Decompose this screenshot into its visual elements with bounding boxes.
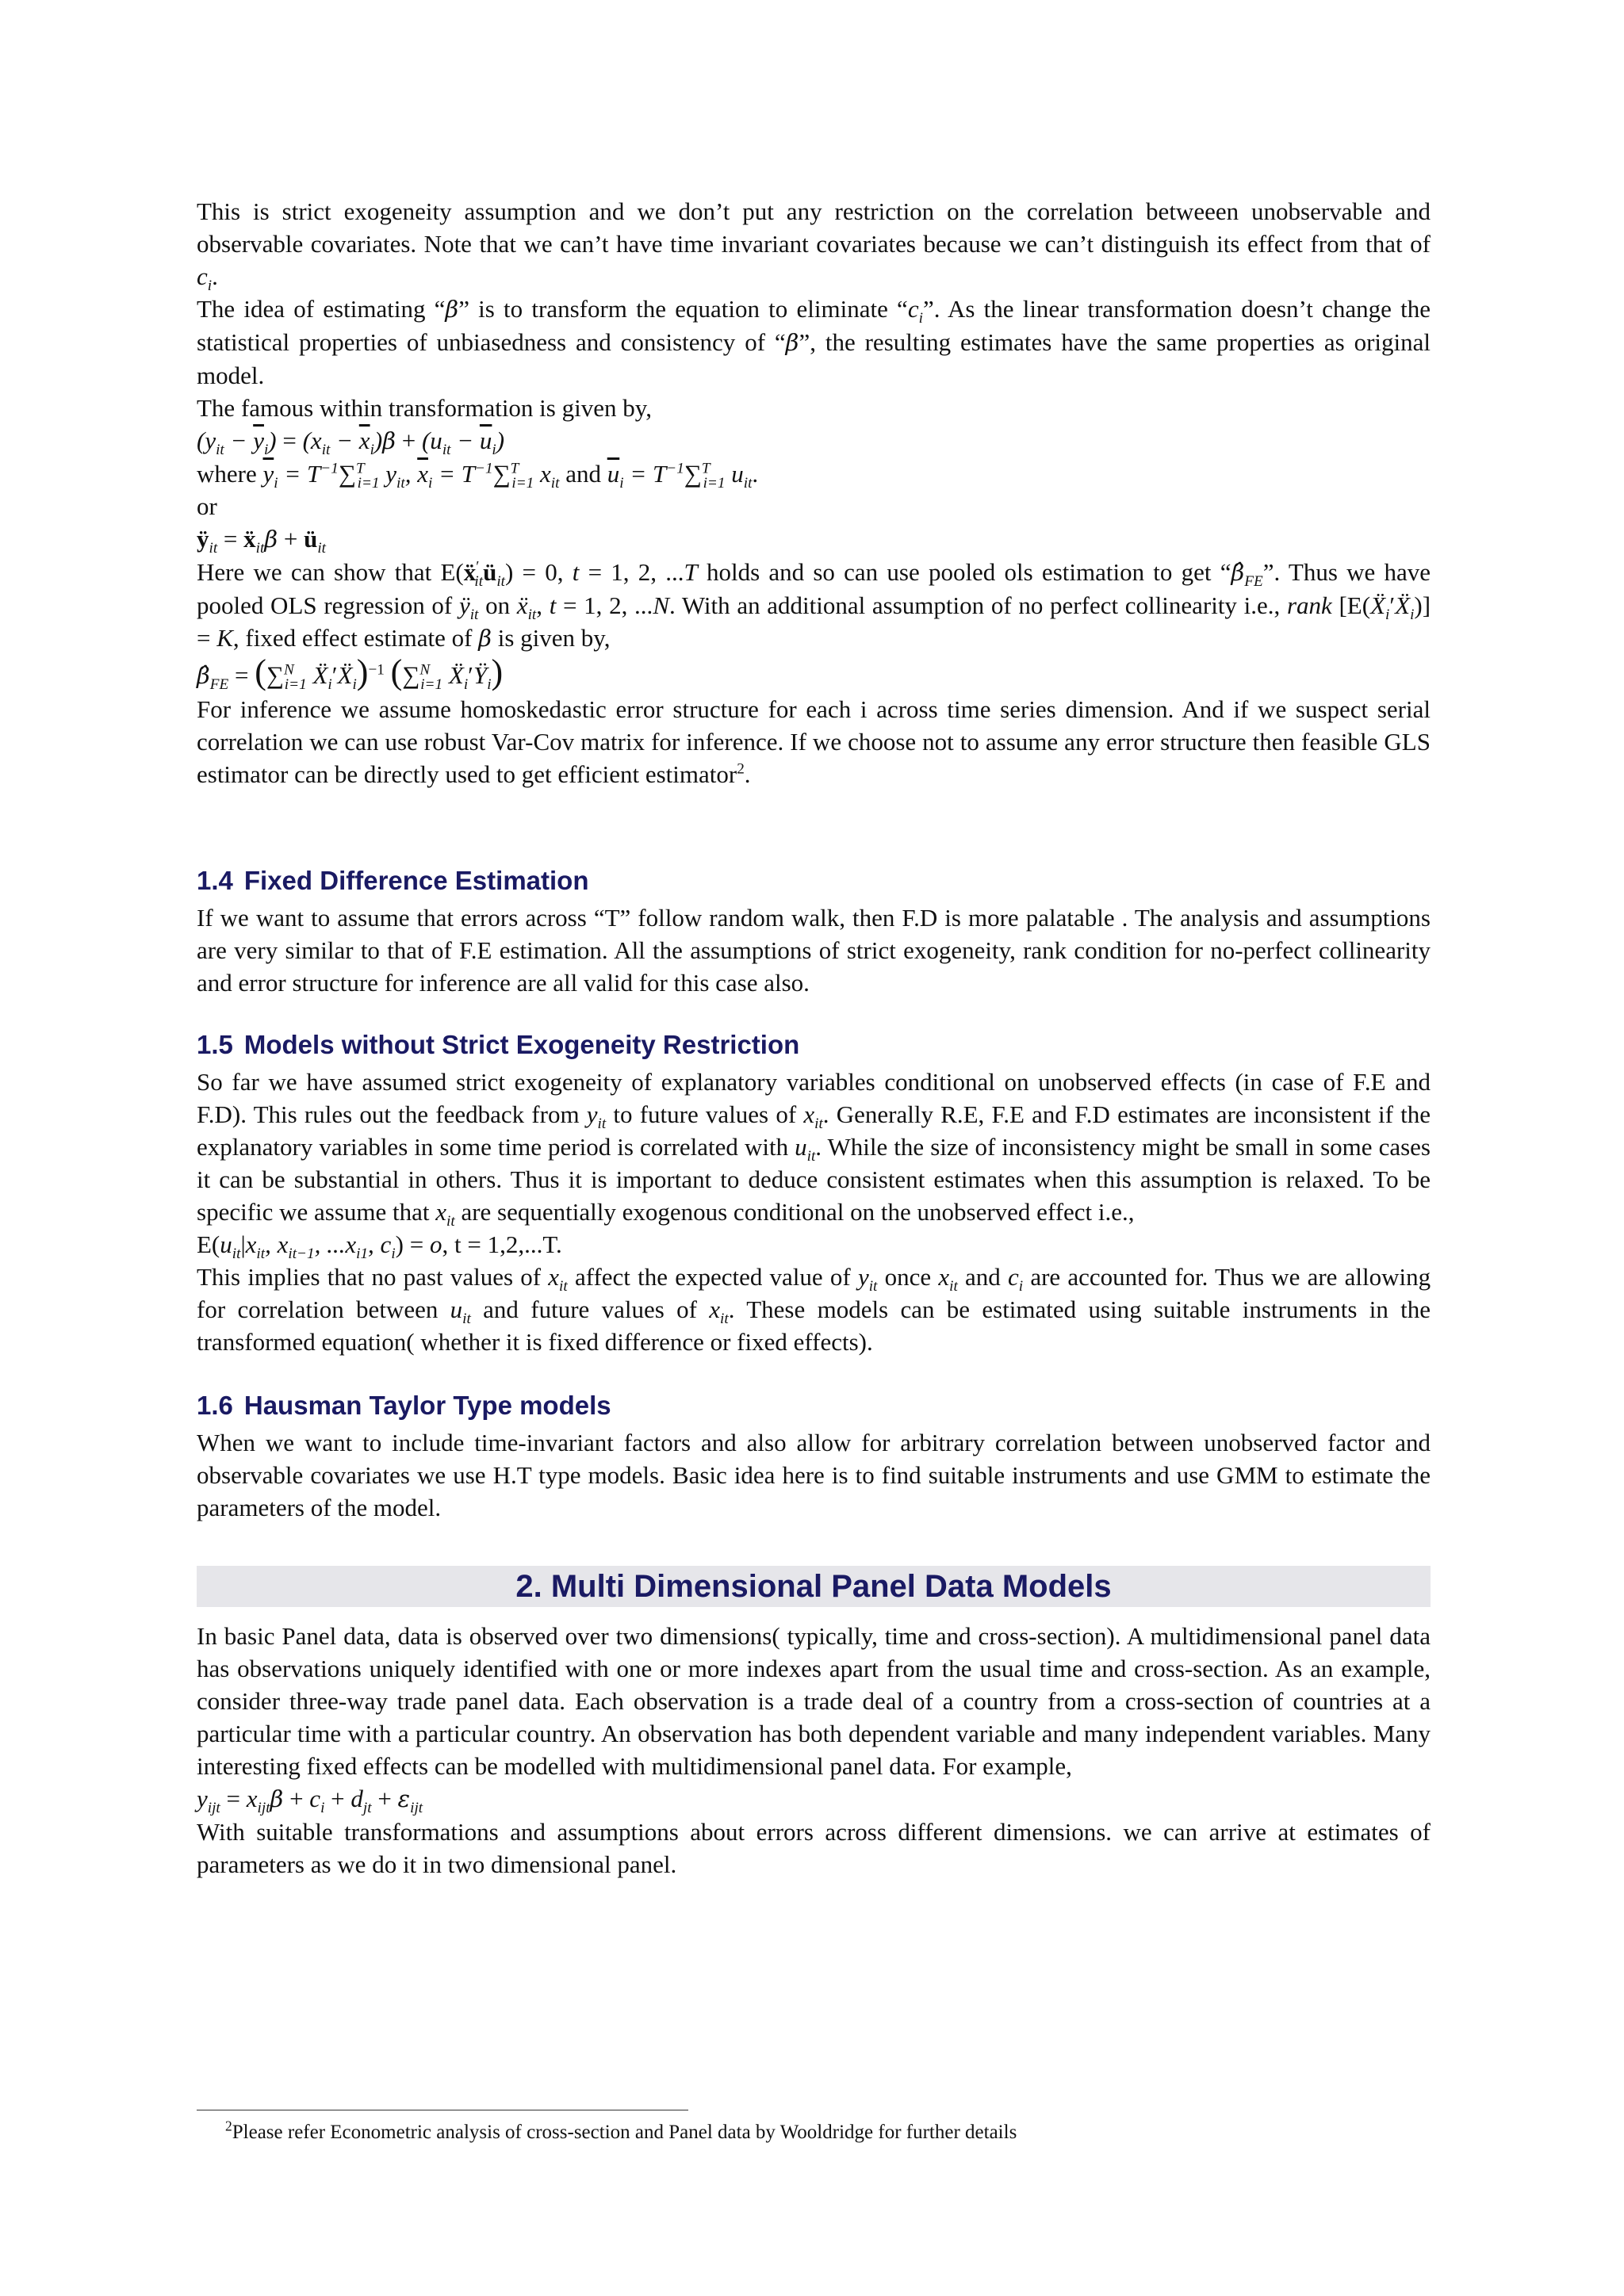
text-span: Here we can show that bbox=[197, 558, 432, 586]
text-span: affect the expected value of bbox=[574, 1263, 851, 1291]
paragraph-hausman-taylor: When we want to include time-invariant factors and also allow for arbitrary correlation between unobserved factor and observable covariates we use H.T type models. Basic idea here is to find suitable instruments and use GMM to estimate the parameters of the model. bbox=[197, 1429, 1431, 1521]
paragraph-estimates: With suitable transformations and assumptions about errors across different dimensions. we can arrive at estimates of parameters as we do it in two dimensional panel. bbox=[197, 1818, 1431, 1878]
text-span: to future values of bbox=[613, 1100, 797, 1128]
text-span: holds and so can use pooled ols estimation to get “ bbox=[706, 558, 1231, 586]
text-span: . With an additional assumption of no perfect collinearity i.e., bbox=[669, 591, 1281, 619]
paragraph-within-transformation: The famous within transformation is given by, bbox=[197, 394, 652, 422]
text-span: ”. As the linear transformation doesn’t change the statistical properties of unbiasedness and consistency of “ bbox=[197, 295, 1431, 356]
paragraph-pooled-ols: Here we can show that $E(ẍ'_{it}ü_{it}) = 0$, t = 1, 2, ...T holds and so can use pooled ols estimation to get “$\betâ_{FE}$”. Thus we have pooled OLS regression of $ÿ_{it}$ on ẍ$_{it}$, t = 1, 2, ...N. With an additional assumption of no perfect collinearity i.e., rank [E(Ẍ$_i$′Ẍ$_i$)] = K, fixed effect estimate of β is given by, bbox=[197, 558, 1431, 652]
text-span: , t = 1,2,...T. bbox=[442, 1230, 562, 1258]
text-span: , fixed effect estimate of bbox=[232, 624, 473, 652]
paragraph-strict-exogeneity: This is strict exogeneity assumption and we don’t put any restriction on the correlation betweeen unobservable and observable covariates. Note that we can’t have time invariant covariates because we can’t distinguish its effect from that of $c_i$. bbox=[197, 197, 1431, 295]
text-span: are accounted for. Thus we are allowing for correlation between bbox=[197, 1263, 1431, 1323]
text-span: once bbox=[884, 1263, 932, 1291]
text-span: This is strict exogeneity assumption and we don’t put any restriction on the correlation betweeen unobservable and observable covariates. Note that we can’t have time invariant covariates because we can’t distinguish its effect from that of bbox=[197, 197, 1431, 258]
text-span: This implies that no past values of bbox=[197, 1263, 542, 1291]
text-span: where bbox=[197, 460, 257, 488]
paragraph-inference: For inference we assume homoskedastic error structure for each i across time series dimension. And if we suspect serial correlation we can use robust Var-Cov matrix for inference. If we choose not to assume any error structure then feasible GLS estimator can be directly used to get efficient estimator$^2$. bbox=[197, 695, 1431, 788]
text-span: ”, the resulting estimates have the same properties as original model. bbox=[197, 328, 1431, 389]
paragraph-fixed-difference: If we want to assume that errors across “T” follow random walk, then F.D is more palatable . The analysis and assumptions are very similar to that of F.E estimation. All the assumptions of strict exogeneity, rank condition for no-perfect collinearity and error structure for inference are all valid for this case also. bbox=[197, 904, 1431, 997]
paragraph-sequential-exogeneity: So far we have assumed strict exogeneity of explanatory variables conditional on unobserved effects (in case of F.E and F.D). This rules out the feedback from $y_{it}$ to future values of $x_{it}$. Generally R.E, F.E and F.D estimates are inconsistent if the explanatory variables in some time period is correlated with $u_{it}$. While the size of inconsistency might be small in some cases it can be substantial in others. Thus it is important to deduce consistent estimates when this assumption is relaxed. To be specific we assume that $x_{it}$ are sequentially exogenous conditional on the unobserved effect i.e., bbox=[197, 1068, 1431, 1230]
text-span: and bbox=[965, 1263, 1001, 1291]
section-title: Hausman Taylor Type models bbox=[243, 1391, 611, 1420]
equation-means: where $\overline{y}_i = T^{-1}\sum^T_{i=1}$ $y_{it}$, $\overline{x}_i = T^{-1}\sum^T_{i=1}$ $x_{it}$ and $\overline{u}_i = T^{-1}\sum^T_{i=1}$ $u_{it}$. bbox=[197, 460, 759, 492]
text-span: So far we have assumed strict exogeneity of explanatory variables conditional on unobserved effects (in case of F.E and F.D). This rules out the feedback from bbox=[197, 1068, 1431, 1128]
chapter-heading-2: 2. Multi Dimensional Panel Data Models bbox=[197, 1566, 1431, 1607]
footnote bbox=[225, 2120, 1017, 2145]
text-span: on bbox=[485, 591, 511, 619]
text-span: ” is to transform the equation to eliminate “ bbox=[458, 295, 908, 323]
equation-three-way: $y_{ijt} = x_{ijt}\beta + c_i + d_{jt} + \varepsilon_{ijt}$ bbox=[197, 1785, 423, 1817]
math-var: c bbox=[197, 262, 208, 290]
section-heading-1-4 bbox=[197, 865, 1431, 897]
text-span: . Generally R.E, F.E and F.D estimates are inconsistent if the explanatory variables in some time period is correlated with bbox=[197, 1100, 1431, 1161]
equation-demeaned: $ÿ_{it}$ = ẍ$_{it}$β + $ü_{it}$ bbox=[197, 525, 326, 557]
section-number: 1.5 bbox=[197, 1030, 233, 1059]
text-span: ”. Thus we have pooled OLS regression of bbox=[197, 558, 1431, 619]
text-span: are sequentially exogenous conditional on the unobserved effect i.e., bbox=[461, 1198, 1135, 1226]
main-content bbox=[197, 195, 1431, 1881]
footnote-marker[interactable]: 2 bbox=[737, 760, 745, 778]
text-span: and future values of bbox=[483, 1295, 697, 1323]
text-or: or bbox=[197, 492, 217, 520]
section-title: Fixed Difference Estimation bbox=[243, 866, 589, 895]
paragraph-past-values: This implies that no past values of $x_{it}$ affect the expected value of $y_{it}$ once $x_{it}$ and $c_i$ are accounted for. Thus we are allowing for correlation between $u_{it}$ and future values of $x_{it}$. These models can be estimated using suitable instruments in the transformed equation( whether it is fixed difference or fixed effects). bbox=[197, 1263, 1431, 1356]
text-span: For inference we assume homoskedastic error structure for each i across time series dimension. And if we suspect serial correlation we can use robust Var-Cov matrix for inference. If we choose not to assume any error structure then feasible GLS estimator can be directly used to get efficient estimator bbox=[197, 695, 1431, 788]
text-span: . While the size of inconsistency might be small in some cases it can be substantial in others. Thus it is important to deduce consistent estimates when this assumption is relaxed. To be specific we assume that bbox=[197, 1133, 1431, 1226]
paragraph-multidimensional: In basic Panel data, data is observed over two dimensions( typically, time and cross-section). A multidimensional panel data has observations uniquely identified with one or more indexes apart from the usual time and cross-section. As an example, consider three-way trade panel data. Each observation is a trade deal of a country from a cross-section of countries at a particular time with a particular country. An observation has both dependent variable and many independent variables. Many interesting fixed effects can be modelled with multidimensional panel data. For example, bbox=[197, 1622, 1431, 1780]
section-title: Models without Strict Exogeneity Restriction bbox=[243, 1030, 800, 1059]
section-number: 1.4 bbox=[197, 866, 233, 895]
equation-within: $(y_{it} - \overline{y}_i) = (x_{it} - \overline{x}_i)\beta + (u_{it} - \overline{u}_i)$ bbox=[197, 427, 505, 459]
equation-beta-fe: $\betâ_{FE} = (\sum^N_{i=1}$ Ẍ$_i$′Ẍ$_i$)$^{-1}$ (∑$^N_{i=1}$ $Ẍ_i'Ÿ_i$) bbox=[197, 652, 504, 694]
math-sub: i bbox=[207, 277, 213, 295]
text-span: is given by, bbox=[497, 624, 611, 652]
text-span: The idea of estimating “ bbox=[197, 295, 446, 323]
equation-sequential-exogeneity: $E(u_{it}|x_{it}$, $x_{it-1}$, $...x_{i1}$, $c_i) = o$, t = 1,2,...T. bbox=[197, 1230, 562, 1263]
section-heading-1-6 bbox=[197, 1390, 1431, 1422]
text-span: and bbox=[565, 460, 601, 488]
section-heading-1-5 bbox=[197, 1029, 1431, 1061]
paragraph-estimating-beta: The idea of estimating “β” is to transform the equation to eliminate “$c_i$”. As the linear transformation doesn’t change the statistical properties of unbiasedness and consistency of “β”, the resulting estimates have the same properties as original model. bbox=[197, 295, 1431, 389]
section-number: 1.6 bbox=[197, 1391, 233, 1420]
footnote-text: Please refer Econometric analysis of cross-section and Panel data by Wooldridge for further details bbox=[232, 2122, 1017, 2143]
text-span: . These models can be estimated using suitable instruments in the transformed equation( whether it is fixed difference or fixed effects). bbox=[197, 1295, 1431, 1356]
footnote-number: 2 bbox=[225, 2118, 232, 2134]
